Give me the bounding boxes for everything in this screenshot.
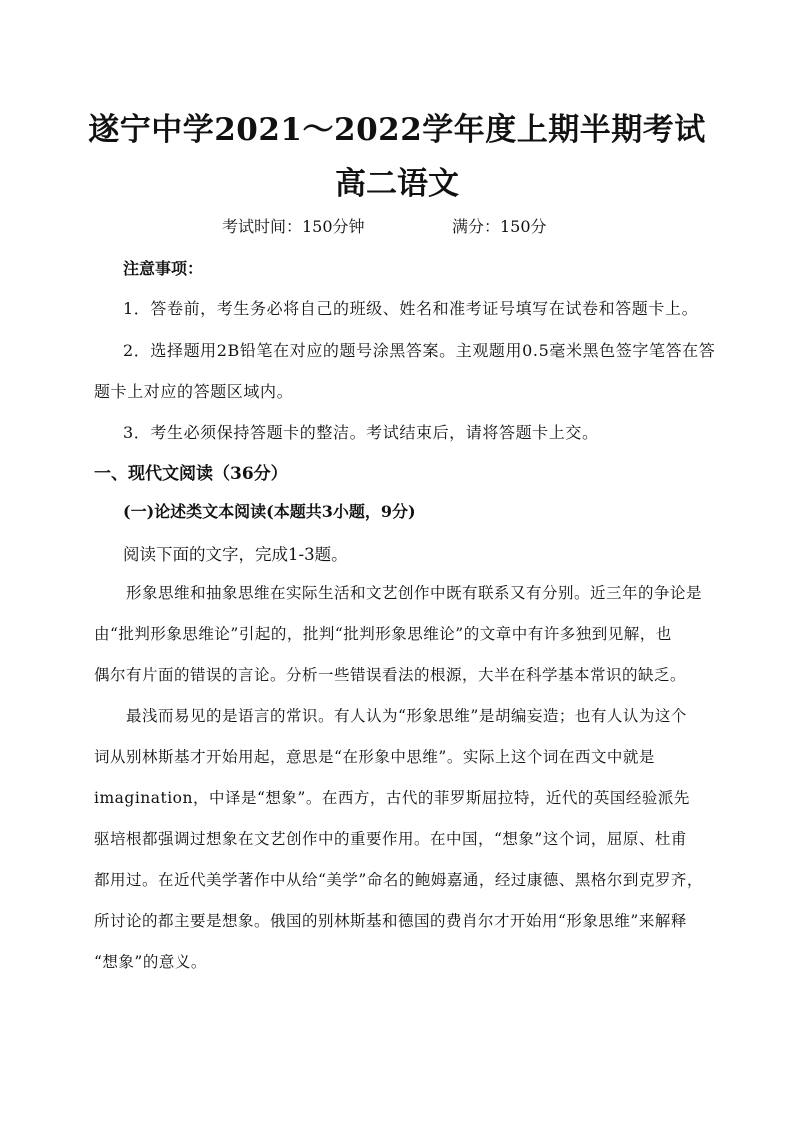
section-heading: 一、现代文阅读（36分） (94, 464, 288, 484)
exam-title: 遂宁中学2021～2022学年度上期半期考试 (88, 112, 706, 148)
passage-line: “想象”的意义。 (94, 953, 207, 971)
subsection-heading: (一)论述类文本阅读(本题共3小题，9分) (123, 502, 416, 521)
reading-instruction: 阅读下面的文字，完成1-3题。 (123, 545, 348, 564)
notice-line: 1．答卷前，考生务必将自己的班级、姓名和准考证号填写在试卷和答题卡上。 (123, 299, 699, 318)
passage-line: 都用过。在近代美学著作中从给“美学”命名的鲍姆嘉通，经过康德、黑格尔到克罗齐， (94, 871, 703, 889)
notice-line: 2．选择题用2B铅笔在对应的题号涂黑答案。主观题用0.5毫米黑色签字笔答在答 (123, 341, 716, 360)
notice-heading: 注意事项： (123, 259, 204, 278)
exam-score: 满分：150分 (452, 217, 547, 236)
passage-line: 由“批判形象思维论”引起的，批判“批判形象思维论”的文章中有许多独到见解，也 (94, 625, 672, 643)
exam-subject: 高二语文 (335, 166, 459, 202)
passage-line: 最浅而易见的是语言的常识。有人认为“形象思维”是胡编妄造；也有人认为这个 (126, 707, 687, 725)
exam-time: 考试时间：150分钟 (222, 217, 365, 236)
passage-line: 形象思维和抽象思维在实际生活和文艺创作中既有联系又有分别。近三年的争论是 (126, 584, 703, 602)
notice-line: 3．考生必须保持答题卡的整洁。考试结束后，请将答题卡上交。 (123, 423, 599, 442)
passage-line: imagination，中译是“想象”。在西方，古代的菲罗斯屈拉特，近代的英国经验派先 (94, 789, 690, 807)
passage-line: 词从别林斯基才开始用起，意思是“在形象中思维”。实际上这个词在西文中就是 (94, 748, 655, 766)
passage-line: 所讨论的都主要是想象。俄国的别林斯基和德国的费肖尔才开始用“形象思维”来解释 (94, 912, 687, 930)
passage-line: 驱培根都强调过想象在文艺创作中的重要作用。在中国，“想象”这个词，屈原、杜甫 (94, 830, 687, 848)
passage-line: 偶尔有片面的错误的言论。分析一些错误看法的根源，大半在科学基本常识的缺乏。 (94, 666, 687, 684)
notice-line: 题卡上对应的答题区域内。 (94, 382, 294, 401)
